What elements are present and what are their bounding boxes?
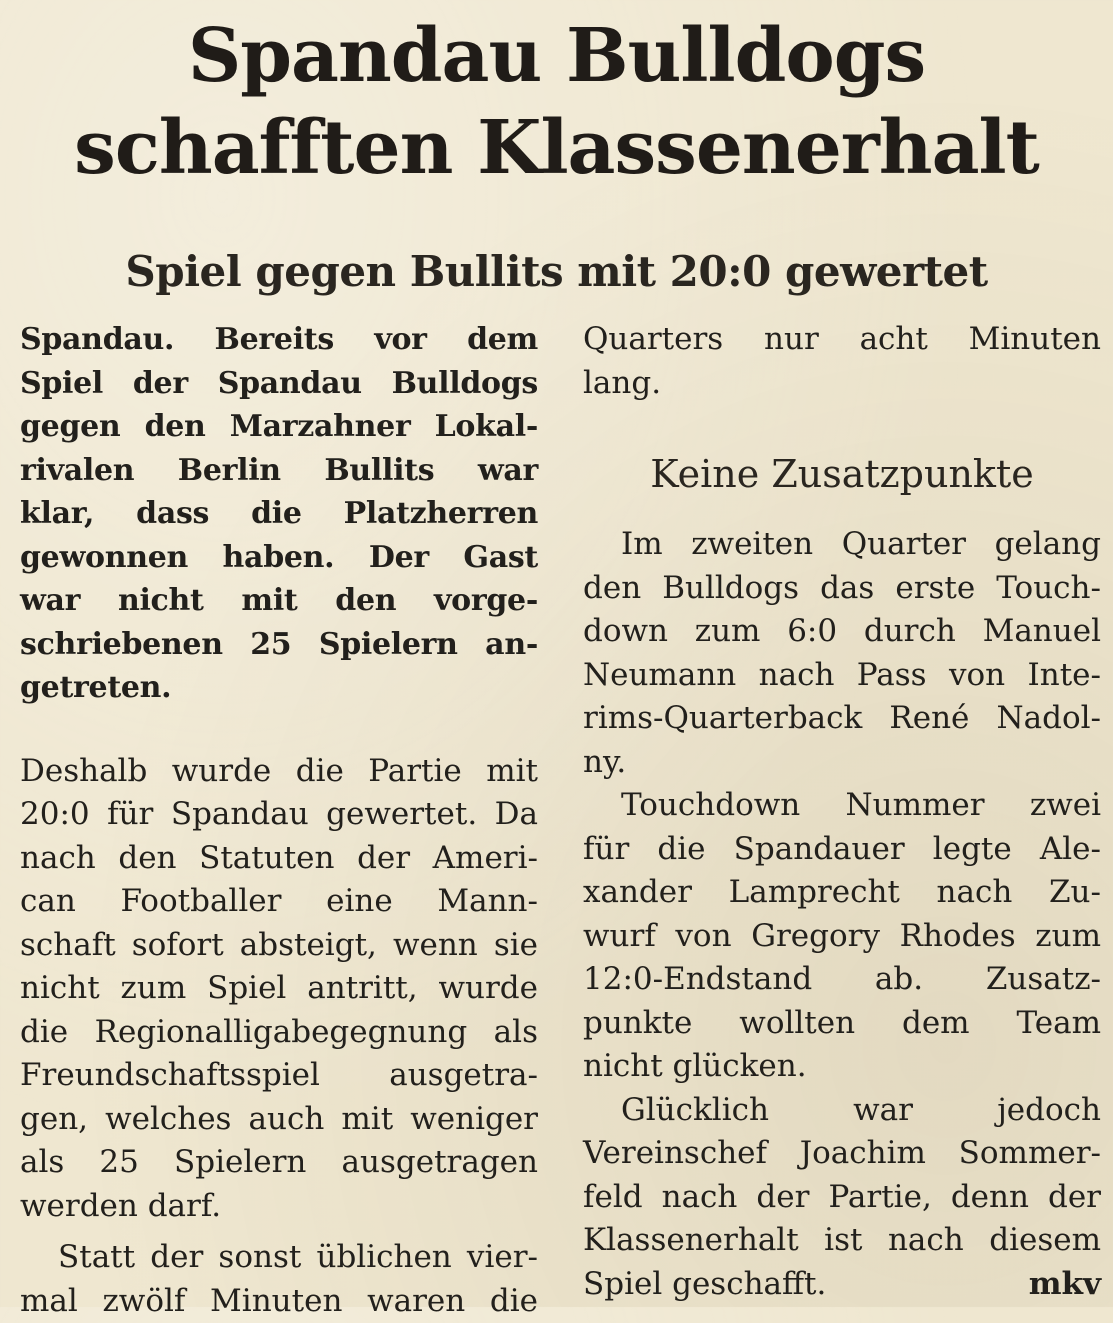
- body-line: nach den Statuten der Ameri-: [20, 837, 538, 881]
- body-line: den Bulldogs das erste Touch-: [583, 567, 1101, 611]
- body-line: Vereinschef Joachim Sommer-: [583, 1132, 1101, 1176]
- body-line: Im zweiten Quarter gelang: [583, 523, 1101, 567]
- body-line: lang.: [583, 362, 1101, 406]
- lead-line: war nicht mit den vorge-: [20, 579, 538, 623]
- body-paragraph-4: [583, 784, 1101, 1089]
- paragraph-gap: [20, 1228, 538, 1236]
- lead-line: klar, dass die Platzherren: [20, 492, 538, 536]
- body-paragraph-2: [20, 1236, 538, 1323]
- headline-line-1: Spandau Bulldogs: [0, 10, 1113, 102]
- left-column: [20, 318, 538, 1323]
- body-line: für die Spandauer legte Ale-: [583, 828, 1101, 872]
- body-line: werden darf.: [20, 1185, 538, 1229]
- body-line: Klassenerhalt ist nach diesem: [583, 1219, 1101, 1263]
- body-line: nicht glücken.: [583, 1045, 1101, 1089]
- body-line-last: [583, 1263, 1101, 1307]
- body-line: wurf von Gregory Rhodes zum: [583, 915, 1101, 959]
- body-line: schaft sofort absteigt, wenn sie: [20, 924, 538, 968]
- lead-line: gewonnen haben. Der Gast: [20, 536, 538, 580]
- lead-line: rivalen Berlin Bullits war: [20, 449, 538, 493]
- body-line: feld nach der Partie, denn der: [583, 1176, 1101, 1220]
- body-line: die Regionalligabegegnung als: [20, 1011, 538, 1055]
- body-line: als 25 Spielern ausgetragen: [20, 1141, 538, 1185]
- body-line: Quarters nur acht Minuten: [583, 318, 1101, 362]
- body-line: Glücklich war jedoch: [583, 1089, 1101, 1133]
- right-column: [583, 318, 1101, 1306]
- body-line: Neumann nach Pass von Inte-: [583, 654, 1101, 698]
- subheadline: Spiel gegen Bullits mit 20:0 gewertet: [0, 244, 1113, 300]
- lead-line: Spandau. Bereits vor dem: [20, 318, 538, 362]
- lead-line: Spiel der Spandau Bulldogs: [20, 362, 538, 406]
- body-line: can Footballer eine Mann-: [20, 880, 538, 924]
- lead-line: schriebenen 25 Spielern an-: [20, 623, 538, 667]
- body-line: xander Lamprecht nach Zu-: [583, 871, 1101, 915]
- body-line: nicht zum Spiel antritt, wurde: [20, 967, 538, 1011]
- body-line: ny.: [583, 741, 1101, 785]
- body-line: down zum 6:0 durch Manuel: [583, 610, 1101, 654]
- body-line: Deshalb wurde die Partie mit: [20, 750, 538, 794]
- body-line: rims-Quarterback René Nadol-: [583, 697, 1101, 741]
- body-line: 12:0-Endstand ab. Zusatz-: [583, 958, 1101, 1002]
- body-line: punkte wollten dem Team: [583, 1002, 1101, 1046]
- body-line-text: Spiel geschafft.: [583, 1266, 826, 1302]
- lead-line: getreten.: [20, 666, 538, 710]
- body-line: Statt der sonst üblichen vier-: [20, 1236, 538, 1280]
- body-paragraph-1: [20, 750, 538, 1229]
- body-paragraph-5: [583, 1089, 1101, 1307]
- body-paragraph-3: [583, 523, 1101, 784]
- lead-line: gegen den Marzahner Lokal-: [20, 405, 538, 449]
- body-line: Touchdown Nummer zwei: [583, 784, 1101, 828]
- body-line: Freundschaftsspiel ausgetra-: [20, 1054, 538, 1098]
- headline-line-2: schafften Klassenerhalt: [0, 102, 1113, 194]
- body-line: mal zwölf Minuten waren die: [20, 1280, 538, 1323]
- headline: [0, 10, 1113, 194]
- continued-paragraph: [583, 318, 1101, 405]
- author-signature: mkv: [1029, 1263, 1101, 1307]
- paragraph-gap: [20, 710, 538, 750]
- lead-paragraph: [20, 318, 538, 710]
- body-line: gen, welches auch mit weniger: [20, 1098, 538, 1142]
- crosshead: Keine Zusatzpunkte: [583, 449, 1101, 499]
- body-line: 20:0 für Spandau gewertet. Da: [20, 793, 538, 837]
